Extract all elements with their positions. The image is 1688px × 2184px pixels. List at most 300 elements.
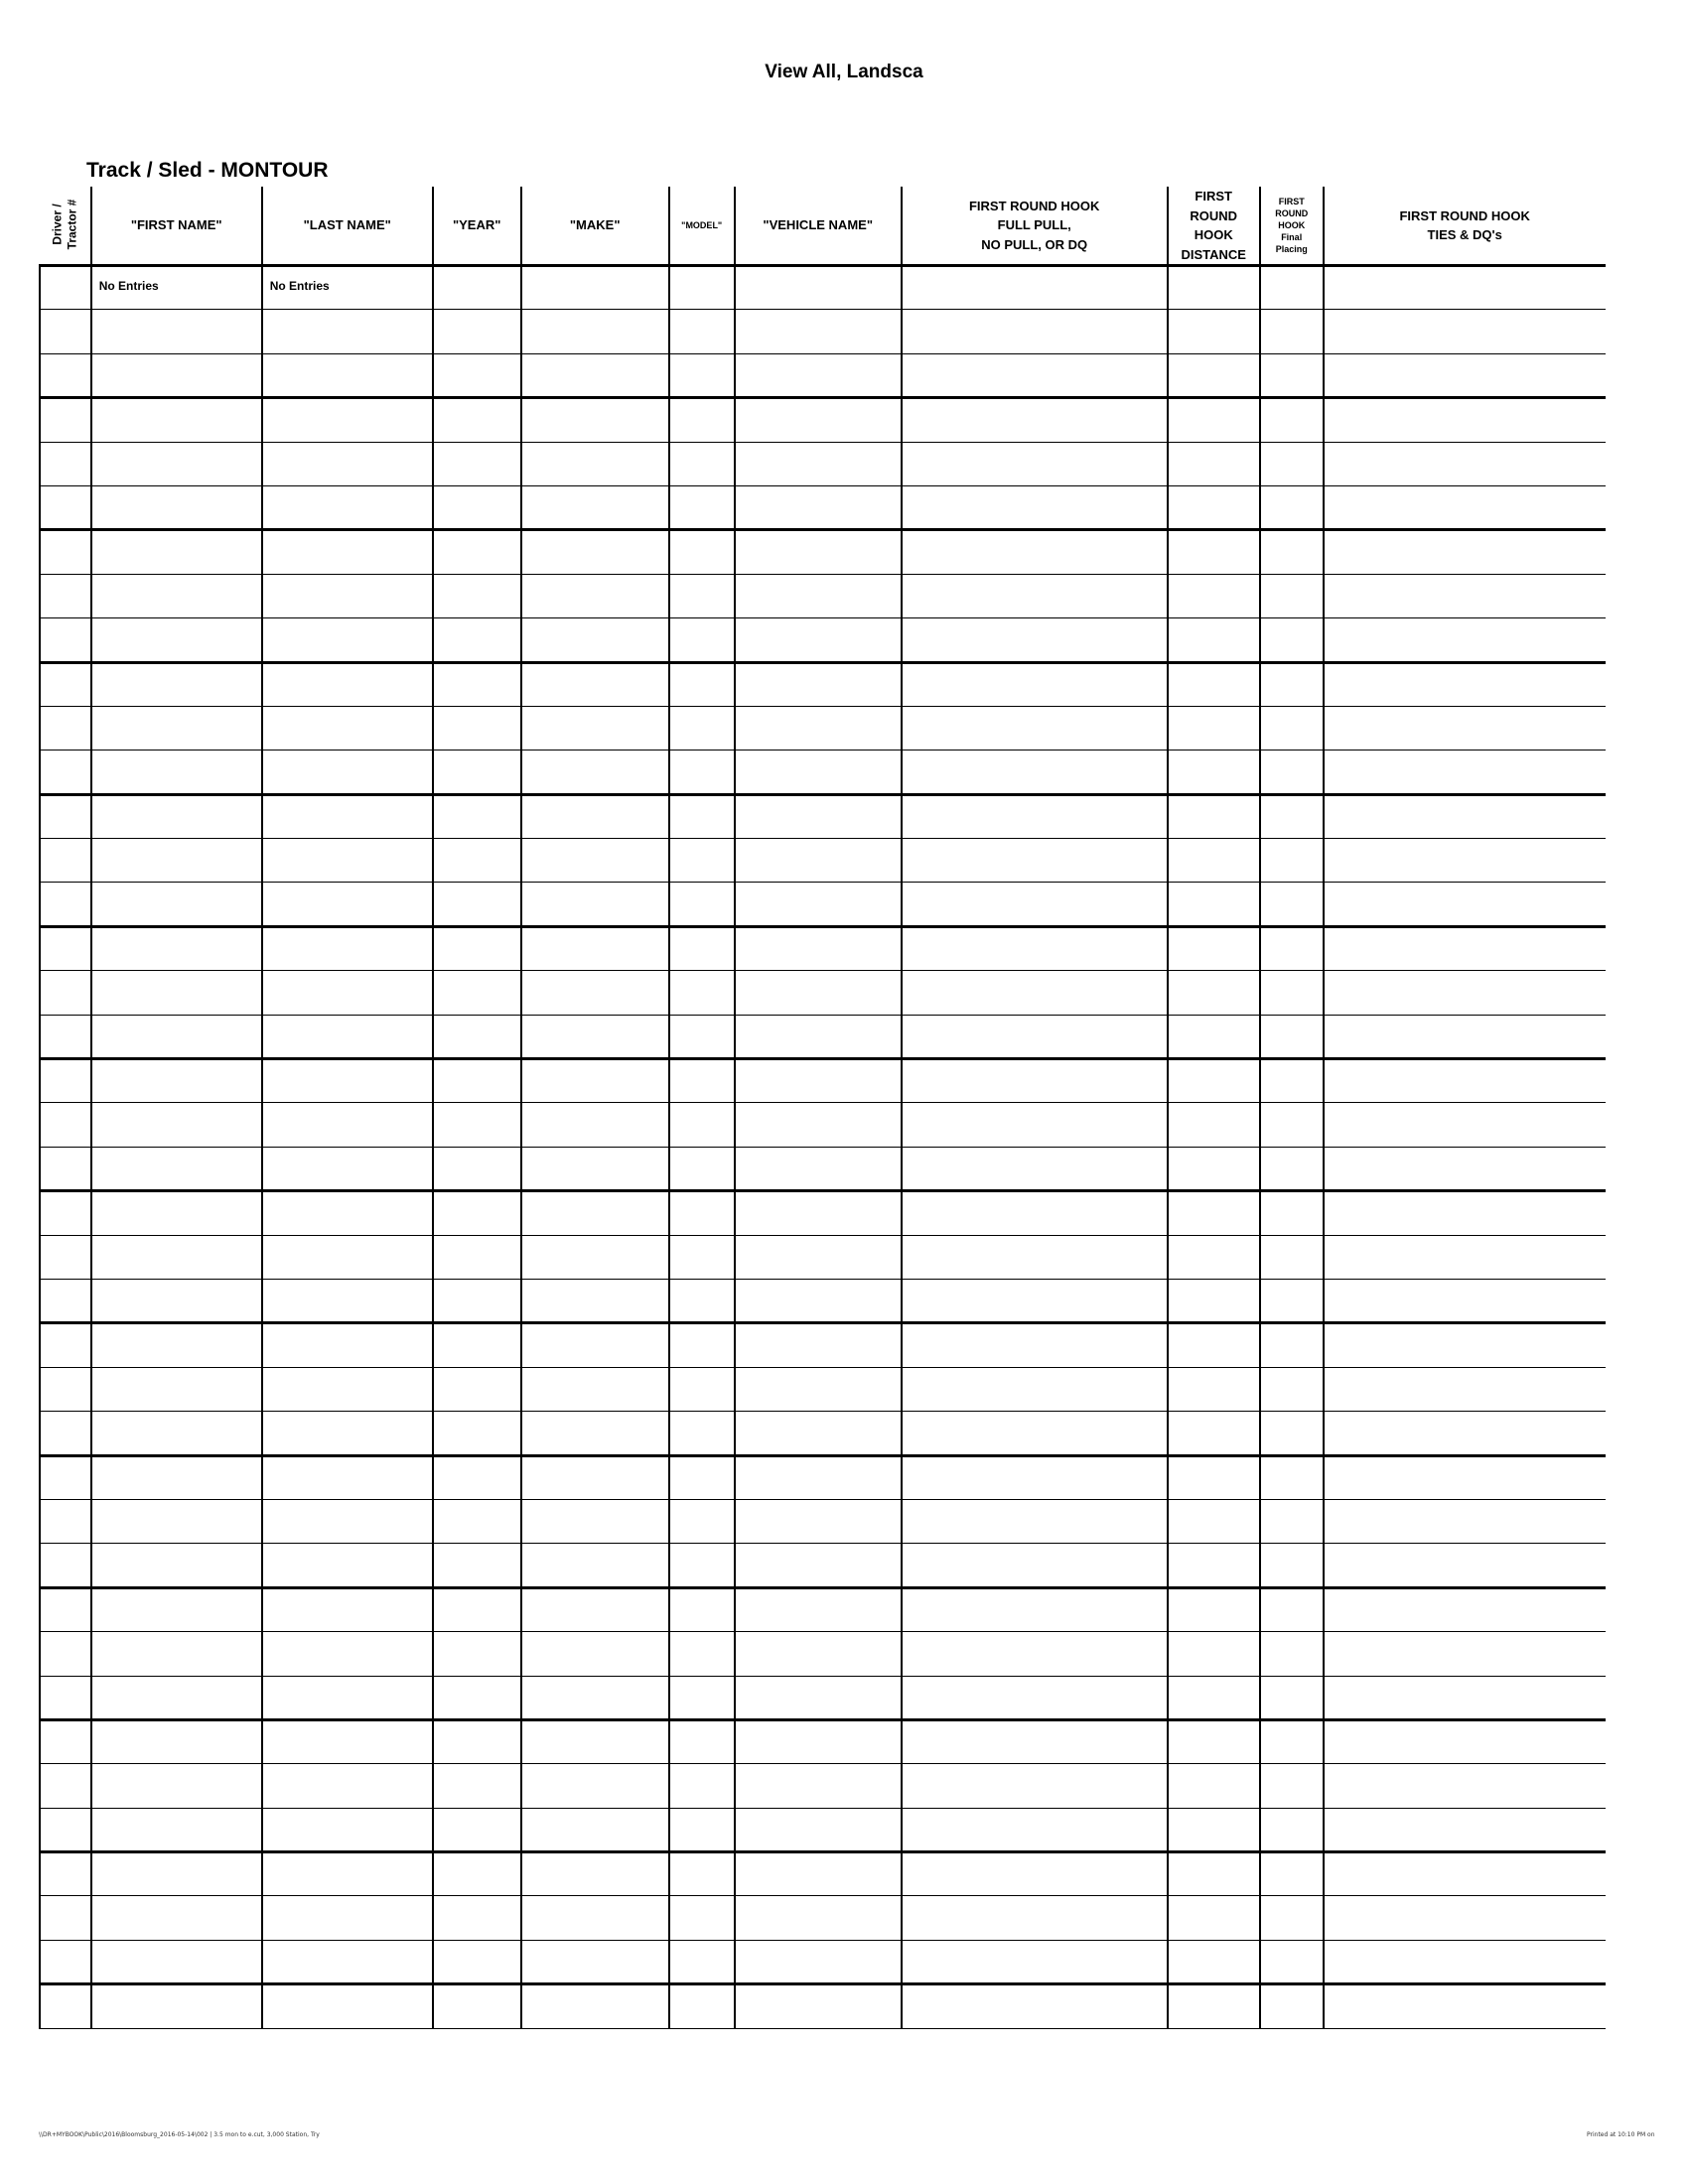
cell-first-round-result[interactable] xyxy=(902,1323,1168,1367)
cell-model[interactable] xyxy=(669,1719,735,1763)
cell-make[interactable] xyxy=(521,926,669,970)
cell-last-name[interactable] xyxy=(262,1412,433,1455)
cell-first-round-distance[interactable] xyxy=(1168,1015,1260,1058)
cell-year[interactable] xyxy=(433,1235,521,1279)
cell-make[interactable] xyxy=(521,1367,669,1411)
cell-driver-tractor[interactable] xyxy=(40,1764,91,1808)
cell-make[interactable] xyxy=(521,310,669,353)
cell-driver-tractor[interactable] xyxy=(40,1499,91,1543)
cell-last-name[interactable] xyxy=(262,1632,433,1676)
cell-last-name[interactable] xyxy=(262,485,433,529)
cell-make[interactable] xyxy=(521,1896,669,1940)
cell-first-name[interactable]: No Entries xyxy=(91,266,262,310)
cell-final-placing[interactable] xyxy=(1260,662,1324,706)
cell-final-placing[interactable] xyxy=(1260,1279,1324,1322)
cell-first-name[interactable] xyxy=(91,353,262,397)
cell-driver-tractor[interactable] xyxy=(40,530,91,574)
cell-first-round-result[interactable] xyxy=(902,1632,1168,1676)
cell-vehicle-name[interactable] xyxy=(735,1719,902,1763)
cell-make[interactable] xyxy=(521,398,669,442)
cell-first-round-distance[interactable] xyxy=(1168,1719,1260,1763)
cell-final-placing[interactable] xyxy=(1260,485,1324,529)
cell-model[interactable] xyxy=(669,1764,735,1808)
cell-model[interactable] xyxy=(669,883,735,926)
cell-model[interactable] xyxy=(669,1015,735,1058)
cell-vehicle-name[interactable] xyxy=(735,926,902,970)
cell-year[interactable] xyxy=(433,530,521,574)
cell-first-name[interactable] xyxy=(91,398,262,442)
cell-last-name[interactable] xyxy=(262,1191,433,1235)
cell-make[interactable] xyxy=(521,1587,669,1631)
cell-ties-dqs[interactable] xyxy=(1324,839,1606,883)
cell-last-name[interactable] xyxy=(262,1279,433,1322)
cell-year[interactable] xyxy=(433,1412,521,1455)
cell-first-name[interactable] xyxy=(91,1764,262,1808)
cell-last-name[interactable] xyxy=(262,1235,433,1279)
cell-make[interactable] xyxy=(521,1764,669,1808)
cell-make[interactable] xyxy=(521,266,669,310)
cell-first-round-result[interactable] xyxy=(902,1852,1168,1896)
cell-last-name[interactable] xyxy=(262,926,433,970)
cell-vehicle-name[interactable] xyxy=(735,971,902,1015)
cell-driver-tractor[interactable] xyxy=(40,1059,91,1103)
cell-final-placing[interactable] xyxy=(1260,1719,1324,1763)
cell-first-round-result[interactable] xyxy=(902,926,1168,970)
cell-vehicle-name[interactable] xyxy=(735,1015,902,1058)
cell-first-name[interactable] xyxy=(91,1323,262,1367)
cell-model[interactable] xyxy=(669,706,735,750)
cell-model[interactable] xyxy=(669,618,735,662)
cell-year[interactable] xyxy=(433,1499,521,1543)
cell-year[interactable] xyxy=(433,971,521,1015)
cell-vehicle-name[interactable] xyxy=(735,1412,902,1455)
cell-first-round-distance[interactable] xyxy=(1168,266,1260,310)
cell-final-placing[interactable] xyxy=(1260,1455,1324,1499)
cell-year[interactable] xyxy=(433,751,521,794)
cell-last-name[interactable] xyxy=(262,398,433,442)
cell-model[interactable] xyxy=(669,1191,735,1235)
cell-ties-dqs[interactable] xyxy=(1324,1103,1606,1147)
cell-first-round-result[interactable] xyxy=(902,1764,1168,1808)
cell-driver-tractor[interactable] xyxy=(40,485,91,529)
cell-model[interactable] xyxy=(669,1587,735,1631)
cell-year[interactable] xyxy=(433,794,521,838)
cell-model[interactable] xyxy=(669,1455,735,1499)
cell-year[interactable] xyxy=(433,1191,521,1235)
cell-ties-dqs[interactable] xyxy=(1324,1455,1606,1499)
cell-first-name[interactable] xyxy=(91,1984,262,2028)
cell-first-round-result[interactable] xyxy=(902,1367,1168,1411)
cell-first-round-distance[interactable] xyxy=(1168,398,1260,442)
cell-last-name[interactable] xyxy=(262,1940,433,1983)
cell-ties-dqs[interactable] xyxy=(1324,310,1606,353)
cell-last-name[interactable] xyxy=(262,530,433,574)
cell-year[interactable] xyxy=(433,1147,521,1190)
cell-year[interactable] xyxy=(433,398,521,442)
cell-first-name[interactable] xyxy=(91,485,262,529)
cell-driver-tractor[interactable] xyxy=(40,1808,91,1851)
cell-make[interactable] xyxy=(521,1940,669,1983)
cell-first-name[interactable] xyxy=(91,1808,262,1851)
cell-ties-dqs[interactable] xyxy=(1324,1852,1606,1896)
cell-vehicle-name[interactable] xyxy=(735,485,902,529)
cell-first-name[interactable] xyxy=(91,1147,262,1190)
cell-year[interactable] xyxy=(433,1279,521,1322)
cell-final-placing[interactable] xyxy=(1260,1940,1324,1983)
cell-last-name[interactable] xyxy=(262,1808,433,1851)
cell-vehicle-name[interactable] xyxy=(735,1676,902,1719)
cell-first-round-distance[interactable] xyxy=(1168,1984,1260,2028)
cell-vehicle-name[interactable] xyxy=(735,839,902,883)
cell-model[interactable] xyxy=(669,1852,735,1896)
cell-first-round-result[interactable] xyxy=(902,1412,1168,1455)
cell-first-name[interactable] xyxy=(91,1103,262,1147)
cell-vehicle-name[interactable] xyxy=(735,751,902,794)
cell-ties-dqs[interactable] xyxy=(1324,1676,1606,1719)
cell-vehicle-name[interactable] xyxy=(735,794,902,838)
cell-driver-tractor[interactable] xyxy=(40,1676,91,1719)
cell-final-placing[interactable] xyxy=(1260,1015,1324,1058)
cell-make[interactable] xyxy=(521,1632,669,1676)
cell-last-name[interactable] xyxy=(262,442,433,485)
cell-final-placing[interactable] xyxy=(1260,574,1324,617)
cell-first-round-distance[interactable] xyxy=(1168,1808,1260,1851)
cell-model[interactable] xyxy=(669,1235,735,1279)
cell-last-name[interactable] xyxy=(262,751,433,794)
cell-year[interactable] xyxy=(433,1367,521,1411)
cell-model[interactable] xyxy=(669,574,735,617)
cell-make[interactable] xyxy=(521,353,669,397)
cell-year[interactable] xyxy=(433,1676,521,1719)
cell-ties-dqs[interactable] xyxy=(1324,1719,1606,1763)
cell-model[interactable] xyxy=(669,1940,735,1983)
cell-year[interactable] xyxy=(433,839,521,883)
cell-first-round-distance[interactable] xyxy=(1168,1544,1260,1587)
cell-driver-tractor[interactable] xyxy=(40,1587,91,1631)
cell-final-placing[interactable] xyxy=(1260,530,1324,574)
cell-final-placing[interactable] xyxy=(1260,1632,1324,1676)
cell-final-placing[interactable] xyxy=(1260,1896,1324,1940)
cell-vehicle-name[interactable] xyxy=(735,1808,902,1851)
cell-year[interactable] xyxy=(433,1059,521,1103)
cell-driver-tractor[interactable] xyxy=(40,353,91,397)
cell-driver-tractor[interactable] xyxy=(40,1632,91,1676)
cell-make[interactable] xyxy=(521,1412,669,1455)
cell-first-name[interactable] xyxy=(91,1544,262,1587)
cell-driver-tractor[interactable] xyxy=(40,662,91,706)
cell-first-name[interactable] xyxy=(91,1587,262,1631)
cell-model[interactable] xyxy=(669,662,735,706)
cell-first-name[interactable] xyxy=(91,1412,262,1455)
cell-ties-dqs[interactable] xyxy=(1324,1323,1606,1367)
cell-vehicle-name[interactable] xyxy=(735,1191,902,1235)
cell-ties-dqs[interactable] xyxy=(1324,1499,1606,1543)
cell-final-placing[interactable] xyxy=(1260,1367,1324,1411)
cell-make[interactable] xyxy=(521,1676,669,1719)
cell-vehicle-name[interactable] xyxy=(735,1367,902,1411)
cell-year[interactable] xyxy=(433,1015,521,1058)
cell-first-name[interactable] xyxy=(91,1455,262,1499)
cell-last-name[interactable] xyxy=(262,1676,433,1719)
cell-final-placing[interactable] xyxy=(1260,1587,1324,1631)
cell-first-name[interactable] xyxy=(91,1015,262,1058)
cell-first-round-distance[interactable] xyxy=(1168,530,1260,574)
cell-ties-dqs[interactable] xyxy=(1324,618,1606,662)
cell-first-round-result[interactable] xyxy=(902,794,1168,838)
cell-first-name[interactable] xyxy=(91,971,262,1015)
cell-last-name[interactable] xyxy=(262,1719,433,1763)
cell-make[interactable] xyxy=(521,1103,669,1147)
cell-make[interactable] xyxy=(521,1544,669,1587)
cell-last-name[interactable] xyxy=(262,1147,433,1190)
cell-final-placing[interactable] xyxy=(1260,706,1324,750)
cell-final-placing[interactable] xyxy=(1260,1984,1324,2028)
cell-first-round-distance[interactable] xyxy=(1168,442,1260,485)
cell-first-name[interactable] xyxy=(91,1191,262,1235)
cell-make[interactable] xyxy=(521,1279,669,1322)
cell-first-round-distance[interactable] xyxy=(1168,1896,1260,1940)
cell-first-round-distance[interactable] xyxy=(1168,1676,1260,1719)
cell-year[interactable] xyxy=(433,1719,521,1763)
cell-final-placing[interactable] xyxy=(1260,839,1324,883)
cell-vehicle-name[interactable] xyxy=(735,310,902,353)
cell-driver-tractor[interactable] xyxy=(40,618,91,662)
cell-year[interactable] xyxy=(433,1940,521,1983)
cell-vehicle-name[interactable] xyxy=(735,353,902,397)
cell-make[interactable] xyxy=(521,442,669,485)
cell-ties-dqs[interactable] xyxy=(1324,883,1606,926)
cell-ties-dqs[interactable] xyxy=(1324,926,1606,970)
cell-first-round-result[interactable] xyxy=(902,1235,1168,1279)
cell-ties-dqs[interactable] xyxy=(1324,1059,1606,1103)
cell-driver-tractor[interactable] xyxy=(40,266,91,310)
cell-year[interactable] xyxy=(433,1544,521,1587)
cell-first-round-result[interactable] xyxy=(902,839,1168,883)
cell-year[interactable] xyxy=(433,1587,521,1631)
cell-final-placing[interactable] xyxy=(1260,883,1324,926)
cell-year[interactable] xyxy=(433,883,521,926)
cell-vehicle-name[interactable] xyxy=(735,1499,902,1543)
cell-model[interactable] xyxy=(669,1896,735,1940)
cell-driver-tractor[interactable] xyxy=(40,971,91,1015)
cell-vehicle-name[interactable] xyxy=(735,883,902,926)
cell-ties-dqs[interactable] xyxy=(1324,1940,1606,1983)
cell-ties-dqs[interactable] xyxy=(1324,1632,1606,1676)
cell-vehicle-name[interactable] xyxy=(735,662,902,706)
cell-model[interactable] xyxy=(669,1367,735,1411)
cell-vehicle-name[interactable] xyxy=(735,706,902,750)
cell-first-name[interactable] xyxy=(91,1499,262,1543)
cell-driver-tractor[interactable] xyxy=(40,1235,91,1279)
cell-year[interactable] xyxy=(433,574,521,617)
cell-final-placing[interactable] xyxy=(1260,442,1324,485)
cell-vehicle-name[interactable] xyxy=(735,1940,902,1983)
cell-last-name[interactable] xyxy=(262,618,433,662)
cell-first-name[interactable] xyxy=(91,1059,262,1103)
cell-vehicle-name[interactable] xyxy=(735,618,902,662)
cell-first-round-result[interactable] xyxy=(902,1015,1168,1058)
cell-ties-dqs[interactable] xyxy=(1324,751,1606,794)
cell-first-name[interactable] xyxy=(91,1367,262,1411)
cell-vehicle-name[interactable] xyxy=(735,1587,902,1631)
cell-first-round-distance[interactable] xyxy=(1168,1764,1260,1808)
cell-ties-dqs[interactable] xyxy=(1324,1279,1606,1322)
cell-last-name[interactable] xyxy=(262,1764,433,1808)
cell-ties-dqs[interactable] xyxy=(1324,971,1606,1015)
cell-first-name[interactable] xyxy=(91,794,262,838)
cell-make[interactable] xyxy=(521,706,669,750)
cell-make[interactable] xyxy=(521,1852,669,1896)
cell-last-name[interactable] xyxy=(262,971,433,1015)
cell-first-round-distance[interactable] xyxy=(1168,1499,1260,1543)
cell-first-round-result[interactable] xyxy=(902,1544,1168,1587)
cell-first-round-result[interactable] xyxy=(902,398,1168,442)
cell-first-name[interactable] xyxy=(91,530,262,574)
cell-final-placing[interactable] xyxy=(1260,1412,1324,1455)
cell-driver-tractor[interactable] xyxy=(40,1544,91,1587)
cell-year[interactable] xyxy=(433,1764,521,1808)
cell-last-name[interactable] xyxy=(262,794,433,838)
cell-last-name[interactable] xyxy=(262,706,433,750)
cell-driver-tractor[interactable] xyxy=(40,442,91,485)
cell-first-round-distance[interactable] xyxy=(1168,1235,1260,1279)
cell-last-name[interactable] xyxy=(262,1103,433,1147)
cell-final-placing[interactable] xyxy=(1260,1059,1324,1103)
cell-first-name[interactable] xyxy=(91,839,262,883)
cell-make[interactable] xyxy=(521,839,669,883)
cell-ties-dqs[interactable] xyxy=(1324,485,1606,529)
cell-driver-tractor[interactable] xyxy=(40,398,91,442)
cell-ties-dqs[interactable] xyxy=(1324,1015,1606,1058)
cell-first-name[interactable] xyxy=(91,442,262,485)
cell-model[interactable] xyxy=(669,1147,735,1190)
cell-driver-tractor[interactable] xyxy=(40,1367,91,1411)
cell-year[interactable] xyxy=(433,662,521,706)
cell-first-round-result[interactable] xyxy=(902,971,1168,1015)
cell-first-round-distance[interactable] xyxy=(1168,883,1260,926)
cell-driver-tractor[interactable] xyxy=(40,1940,91,1983)
cell-final-placing[interactable] xyxy=(1260,1676,1324,1719)
cell-model[interactable] xyxy=(669,794,735,838)
cell-first-round-result[interactable] xyxy=(902,1808,1168,1851)
cell-model[interactable] xyxy=(669,353,735,397)
cell-first-round-result[interactable] xyxy=(902,883,1168,926)
cell-first-round-distance[interactable] xyxy=(1168,1852,1260,1896)
cell-first-name[interactable] xyxy=(91,1235,262,1279)
cell-first-round-result[interactable] xyxy=(902,662,1168,706)
cell-first-round-distance[interactable] xyxy=(1168,971,1260,1015)
cell-model[interactable] xyxy=(669,1808,735,1851)
cell-year[interactable] xyxy=(433,266,521,310)
cell-driver-tractor[interactable] xyxy=(40,1191,91,1235)
cell-first-round-distance[interactable] xyxy=(1168,1279,1260,1322)
cell-first-round-result[interactable] xyxy=(902,574,1168,617)
cell-first-name[interactable] xyxy=(91,1632,262,1676)
cell-final-placing[interactable] xyxy=(1260,1499,1324,1543)
cell-model[interactable] xyxy=(669,398,735,442)
cell-year[interactable] xyxy=(433,1896,521,1940)
cell-driver-tractor[interactable] xyxy=(40,574,91,617)
cell-ties-dqs[interactable] xyxy=(1324,706,1606,750)
cell-model[interactable] xyxy=(669,1544,735,1587)
cell-last-name[interactable] xyxy=(262,1059,433,1103)
cell-make[interactable] xyxy=(521,485,669,529)
cell-vehicle-name[interactable] xyxy=(735,1235,902,1279)
cell-ties-dqs[interactable] xyxy=(1324,662,1606,706)
cell-first-name[interactable] xyxy=(91,1940,262,1983)
cell-first-round-result[interactable] xyxy=(902,1896,1168,1940)
cell-first-round-result[interactable] xyxy=(902,353,1168,397)
cell-make[interactable] xyxy=(521,1191,669,1235)
cell-model[interactable] xyxy=(669,530,735,574)
cell-vehicle-name[interactable] xyxy=(735,442,902,485)
cell-last-name[interactable] xyxy=(262,662,433,706)
cell-first-round-result[interactable] xyxy=(902,1676,1168,1719)
cell-last-name[interactable] xyxy=(262,1896,433,1940)
cell-last-name[interactable] xyxy=(262,574,433,617)
cell-driver-tractor[interactable] xyxy=(40,1896,91,1940)
cell-model[interactable] xyxy=(669,1632,735,1676)
cell-driver-tractor[interactable] xyxy=(40,1412,91,1455)
cell-driver-tractor[interactable] xyxy=(40,883,91,926)
cell-year[interactable] xyxy=(433,926,521,970)
cell-model[interactable] xyxy=(669,971,735,1015)
cell-last-name[interactable] xyxy=(262,1455,433,1499)
cell-last-name[interactable] xyxy=(262,1544,433,1587)
cell-driver-tractor[interactable] xyxy=(40,1103,91,1147)
cell-vehicle-name[interactable] xyxy=(735,1764,902,1808)
cell-driver-tractor[interactable] xyxy=(40,1852,91,1896)
cell-model[interactable] xyxy=(669,1279,735,1322)
cell-last-name[interactable] xyxy=(262,1499,433,1543)
cell-make[interactable] xyxy=(521,618,669,662)
cell-last-name[interactable] xyxy=(262,353,433,397)
cell-driver-tractor[interactable] xyxy=(40,310,91,353)
cell-ties-dqs[interactable] xyxy=(1324,1412,1606,1455)
cell-last-name[interactable] xyxy=(262,1015,433,1058)
cell-first-name[interactable] xyxy=(91,310,262,353)
cell-first-name[interactable] xyxy=(91,618,262,662)
cell-year[interactable] xyxy=(433,1852,521,1896)
cell-first-name[interactable] xyxy=(91,883,262,926)
cell-first-round-distance[interactable] xyxy=(1168,1323,1260,1367)
cell-first-round-distance[interactable] xyxy=(1168,1059,1260,1103)
cell-first-name[interactable] xyxy=(91,1852,262,1896)
cell-final-placing[interactable] xyxy=(1260,310,1324,353)
cell-first-name[interactable] xyxy=(91,1896,262,1940)
cell-vehicle-name[interactable] xyxy=(735,1323,902,1367)
cell-make[interactable] xyxy=(521,1719,669,1763)
cell-last-name[interactable]: No Entries xyxy=(262,266,433,310)
cell-ties-dqs[interactable] xyxy=(1324,1764,1606,1808)
cell-first-round-distance[interactable] xyxy=(1168,751,1260,794)
cell-ties-dqs[interactable] xyxy=(1324,794,1606,838)
cell-driver-tractor[interactable] xyxy=(40,839,91,883)
cell-vehicle-name[interactable] xyxy=(735,1279,902,1322)
cell-ties-dqs[interactable] xyxy=(1324,1235,1606,1279)
cell-first-name[interactable] xyxy=(91,1279,262,1322)
cell-final-placing[interactable] xyxy=(1260,751,1324,794)
cell-driver-tractor[interactable] xyxy=(40,751,91,794)
cell-make[interactable] xyxy=(521,1808,669,1851)
cell-vehicle-name[interactable] xyxy=(735,1059,902,1103)
cell-first-round-distance[interactable] xyxy=(1168,485,1260,529)
cell-make[interactable] xyxy=(521,530,669,574)
cell-last-name[interactable] xyxy=(262,1323,433,1367)
cell-final-placing[interactable] xyxy=(1260,353,1324,397)
cell-final-placing[interactable] xyxy=(1260,1544,1324,1587)
cell-final-placing[interactable] xyxy=(1260,266,1324,310)
